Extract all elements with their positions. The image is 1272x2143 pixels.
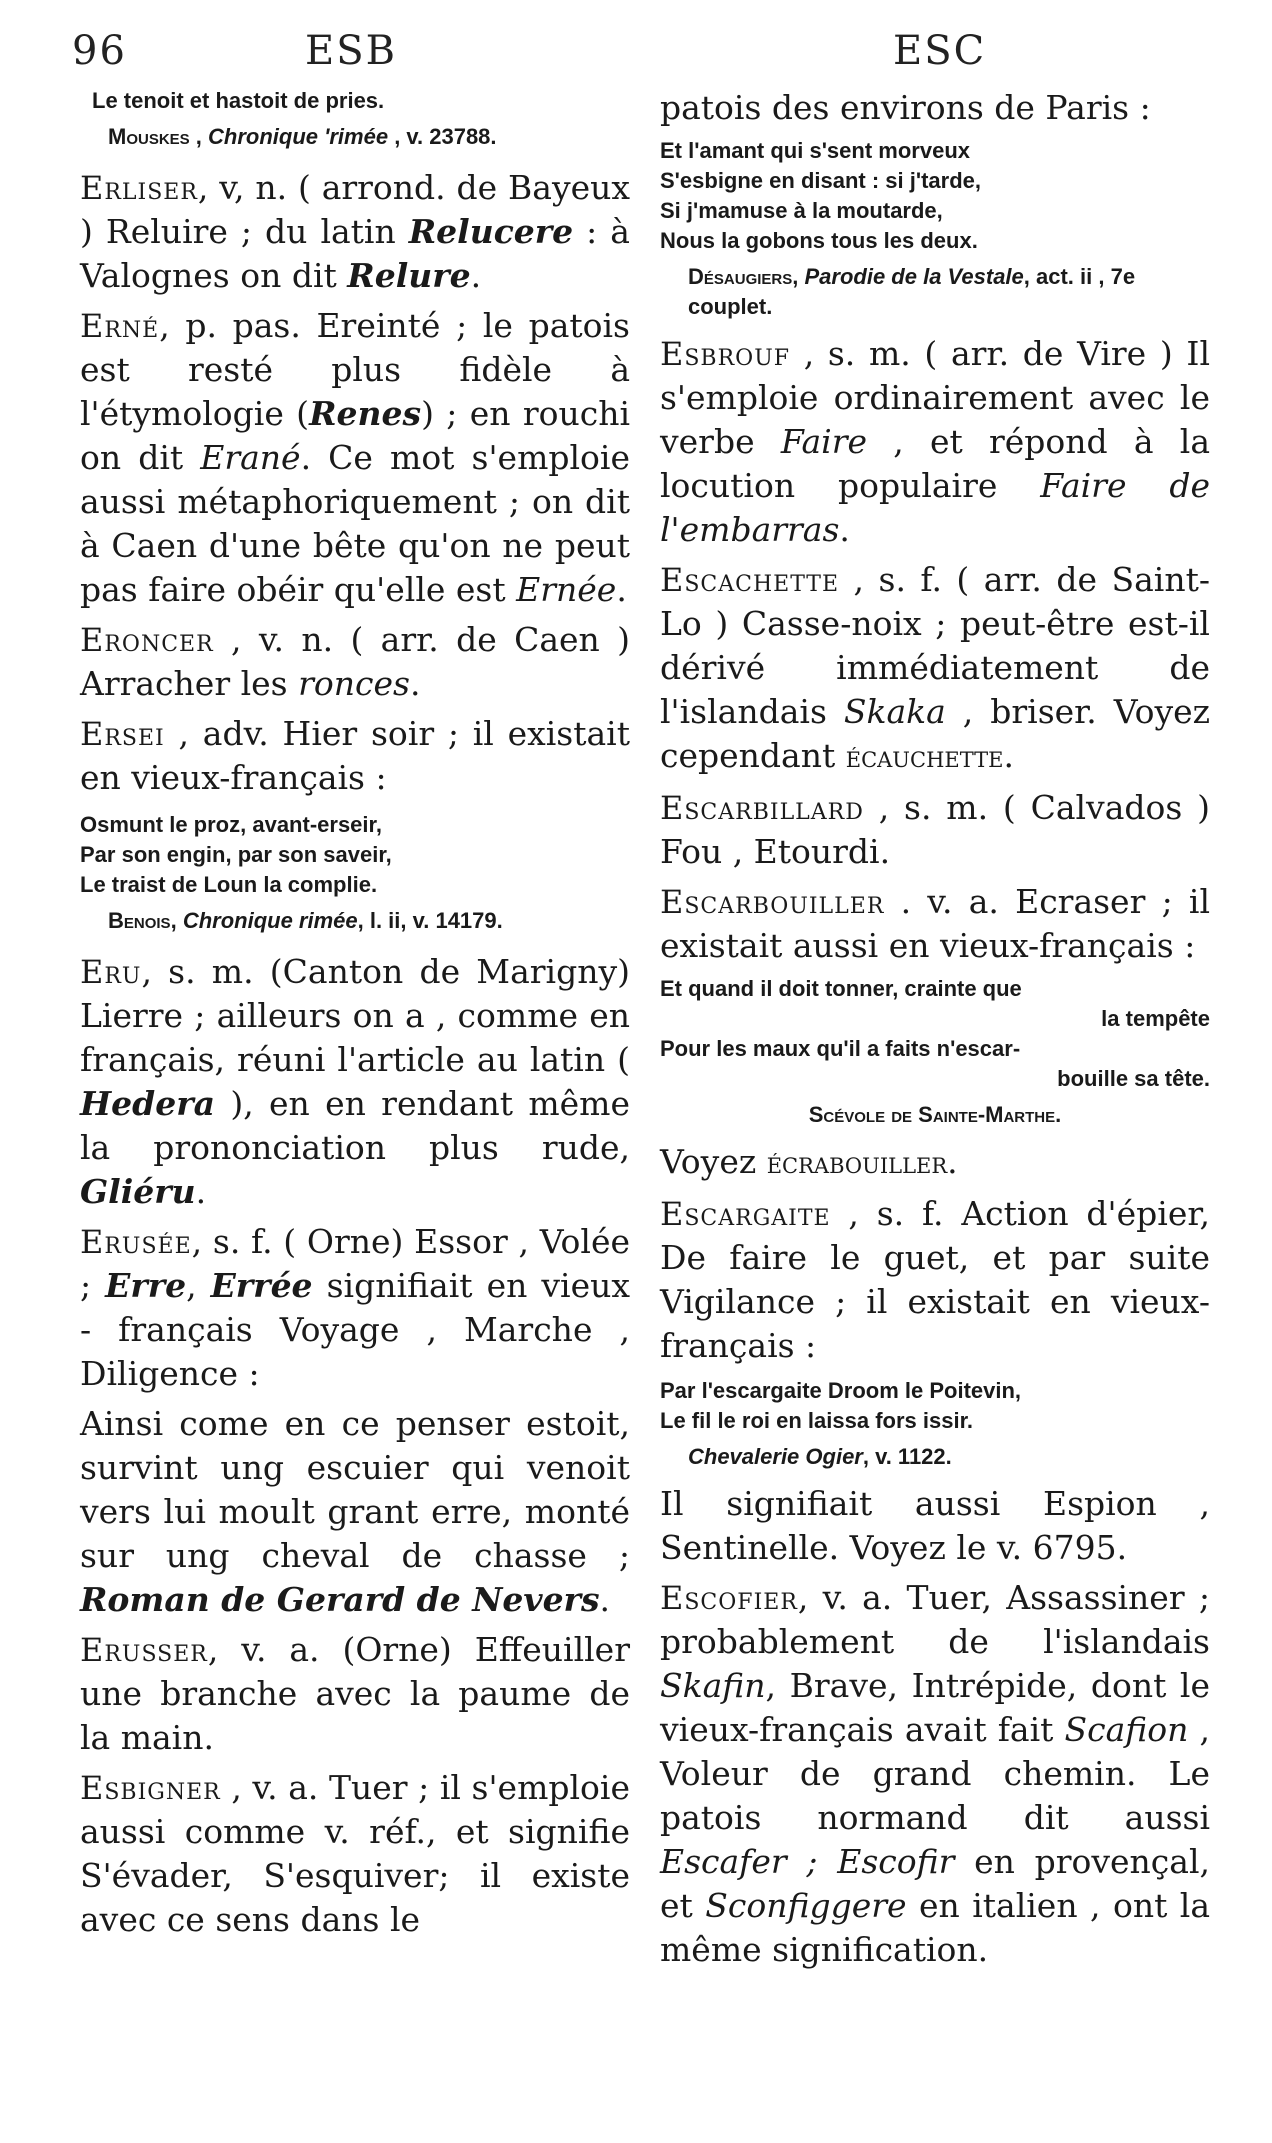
entry-eroncer: Eroncer , v. n. ( arr. de Caen ) Arracher les ronces. (80, 620, 630, 703)
running-head-right: ESC (893, 28, 987, 74)
entry-escachette: Escachette , s. f. ( arr. de Saint-Lo ) Casse-noix ; peut-être est-il dérivé immédiatement de l'islandais Skaka , briser. Voyez cependant écauchette. (660, 560, 1210, 775)
quote-desaugiers: Et l'amant qui s'sent morveux S'esbigne en disant : si j'tarde, Si j'mamuse à la moutarde, Nous la gobons tous les deux. (660, 138, 981, 253)
entry-escarbouiller: Escarbouiller . v. a. Ecraser ; il existait aussi en vieux-français : (660, 882, 1210, 965)
citation: Chevalerie Ogier, v. 1122. (688, 1444, 952, 1469)
see-also: Voyez écrabouiller. (660, 1142, 958, 1181)
continued-text: patois des environs de Paris : (660, 88, 1151, 127)
citation: Benois, Chronique rimée, l. ii, v. 14179. (108, 908, 503, 933)
continued-quote: Le tenoit et hastoit de pries. (92, 88, 385, 113)
quote-ogier: Par l'escargaite Droom le Poitevin, Le fil le roi en laissa fors issir. (660, 1378, 1022, 1433)
citation: Scévole de Sainte-Marthe. (808, 1102, 1062, 1127)
quote-sainte-marthe: Et quand il doit tonner, crainte que la tempête Pour les maux qu'il a faits n'escar- bouille sa tête. (660, 976, 1210, 1091)
entry-erusser: Erusser, v. a. (Orne) Effeuiller une branche avec la paume de la main. (80, 1630, 630, 1757)
entry-eru: Eru, s. m. (Canton de Marigny) Lierre ; ailleurs on a , comme en français, réuni l'article au latin ( Hedera ), en en rendant même la prononciation plus rude, Gliéru. (80, 952, 630, 1211)
entry-escargaite: Escargaite , s. f. Action d'épier, De faire le guet, et par suite Vigilance ; il existait en vieux-français : (660, 1194, 1210, 1365)
citation: Mouskes , Chronique 'rimée , v. 23788. (108, 124, 497, 149)
entry-esbigner: Esbigner , v. a. Tuer ; il s'emploie aussi comme v. réf., et signifie S'évader, S'esquiver; il existe avec ce sens dans le (80, 1768, 630, 1939)
right-column (660, 86, 1210, 1978)
entry-eruse: Erusée, s. f. ( Orne) Essor , Volée ; Erre, Errée signifiait en vieux - français Voyage , Marche , Diligence : (80, 1222, 631, 1393)
entry-escofier: Escofier, v. a. Tuer, Assassiner ; probablement de l'islandais Skafin, Brave, Intrépide, dont le vieux-français avait fait Scafion , Voleur de grand chemin. Le patois normand dit aussi Escafer ; Escofir en provençal, et Sconfiggere en italien , ont la même signification. (660, 1578, 1211, 1969)
entry-ersei: Ersei , adv. Hier soir ; il existait en vieux-français : (80, 714, 630, 797)
left-column (80, 86, 630, 1948)
entry-eruse-quote: Ainsi come en ce penser estoit, survint ung escuier qui venoit vers lui moult grant erre, monté sur ung cheval de chasse ; Roman de Gerard de Nevers. (80, 1404, 630, 1619)
running-head-left: ESB (305, 28, 397, 74)
citation: Désaugiers, Parodie de la Vestale, act. ii , 7e couplet. (688, 264, 1136, 319)
quote-benois: Osmunt le proz, avant-erseir, Par son engin, par son saveir, Le traist de Loun la complie. (80, 812, 392, 897)
page-number: 96 (72, 28, 127, 74)
entry-erliser: Erliser, v, n. ( arrond. de Bayeux ) Reluire ; du latin Relucere : à Valognes on dit Relure. (80, 168, 630, 295)
entry-esbrouf: Esbrouf , s. m. ( arr. de Vire ) Il s'emploie ordinairement avec le verbe Faire , et répond à la locution populaire Faire de l'embarras. (660, 334, 1210, 549)
entry-erne: Erné, p. pas. Ereinté ; le patois est resté plus fidèle à l'étymologie (Renes) ; en rouchi on dit Erané. Ce mot s'emploie aussi métaphoriquement ; on dit à Caen d'une bête qu'on ne peut pas faire obéir qu'elle est Ernée. (80, 306, 631, 609)
entry-escargaite-more: Il signifiait aussi Espion , Sentinelle. Voyez le v. 6795. (660, 1484, 1210, 1567)
entry-escarbillard: Escarbillard , s. m. ( Calvados ) Fou , Etourdi. (660, 788, 1210, 871)
